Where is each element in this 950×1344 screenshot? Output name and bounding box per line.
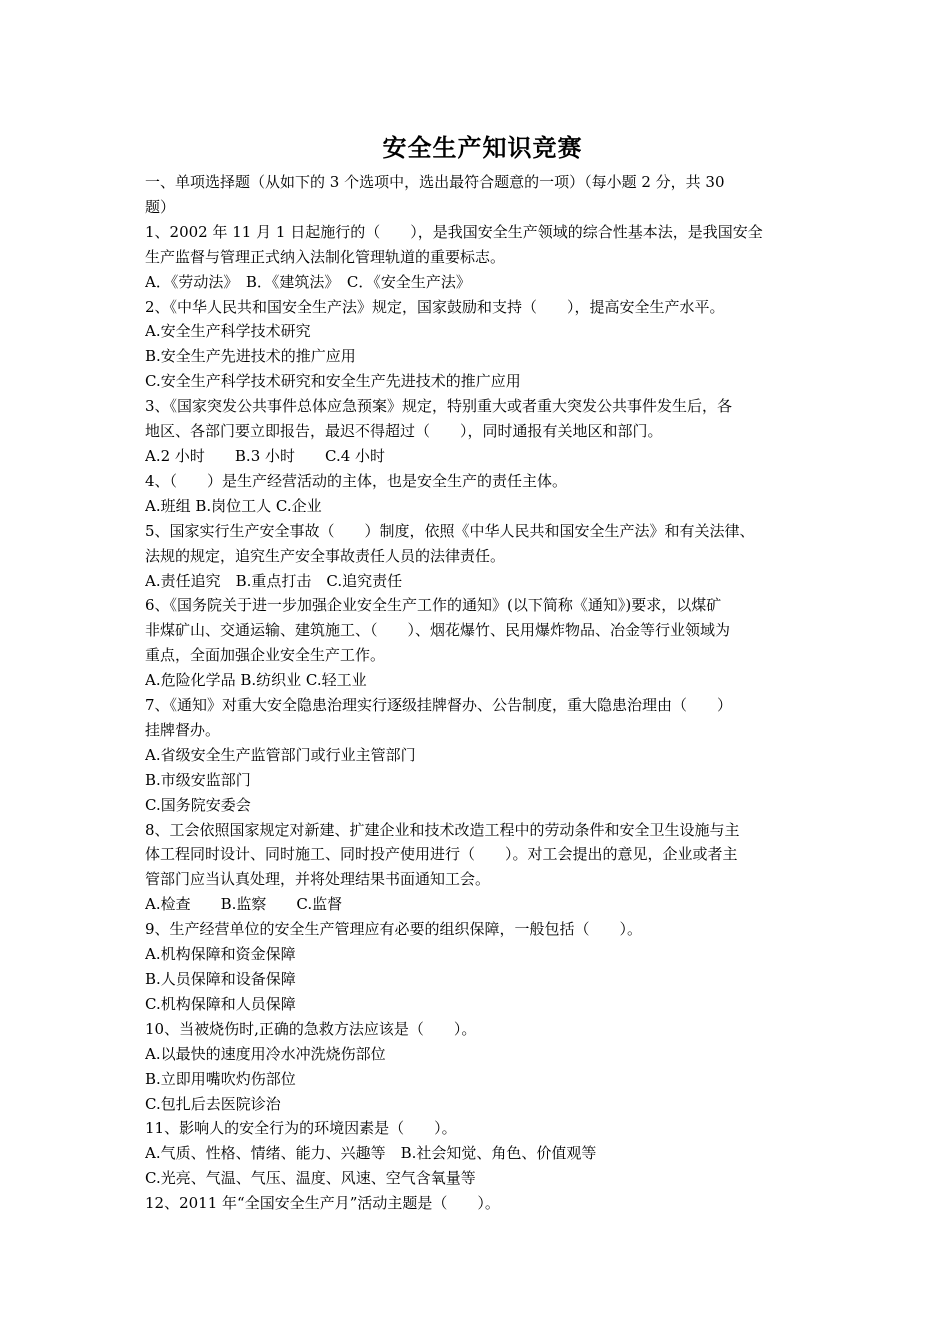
text-line: 7、《通知》对重大安全隐患治理实行逐级挂牌督办、公告制度，重大隐患治理由（ ） — [145, 696, 733, 715]
text-line: C.安全生产科学技术研究和安全生产先进技术的推广应用 — [145, 372, 521, 391]
text-line: A.以最快的速度用冷水冲洗烧伤部位 — [145, 1044, 386, 1063]
text-line: 生产监督与管理正式纳入法制化管理轨道的重要标志。 — [145, 247, 506, 266]
page-title: 安全生产知识竞赛 — [382, 133, 583, 162]
text-line: B.安全生产先进技术的推广应用 — [145, 347, 356, 366]
text-line: C.国务院安委会 — [145, 795, 251, 814]
text-line: 非煤矿山、交通运输、建筑施工、（ ）、烟花爆竹、民用爆炸物品、冶金等行业领域为 — [145, 621, 731, 640]
text-line: C.光亮、气温、气压、温度、风速、空气含氧量等 — [145, 1169, 476, 1188]
text-line: B.立即用嘴吹灼伤部位 — [145, 1069, 296, 1088]
text-line: C.机构保障和人员保障 — [145, 994, 296, 1013]
text-line: A.省级安全生产监管部门或行业主管部门 — [145, 745, 416, 764]
text-line: 法规的规定，追究生产安全事故责任人员的法律责任。 — [145, 546, 506, 565]
text-line: 1、2002 年 11 月 1 日起施行的（ ），是我国安全生产领域的综合性基本法，是我国安全 — [145, 222, 763, 241]
text-line: B.人员保障和设备保障 — [145, 970, 296, 988]
text-line: 4、（ ）是生产经营活动的主体，也是安全生产的责任主体。 — [145, 471, 568, 490]
document-body — [145, 170, 820, 1216]
text-line: 6、《国务院关于进一步加强企业安全生产工作的通知》(以下简称《通知》)要求，以煤矿 — [145, 596, 722, 615]
text-line: 管部门应当认真处理，并将处理结果书面通知工会。 — [145, 870, 491, 889]
text-line: 体工程同时设计、同时施工、同时投产使用进行（ ）。对工会提出的意见，企业或者主 — [145, 845, 738, 864]
text-line: 重点，全面加强企业安全生产工作。 — [145, 646, 386, 665]
text-line: A.危险化学品 B.纺织业 C.轻工业 — [145, 671, 367, 690]
text-line: 题） — [145, 197, 176, 216]
text-line: A.2 小时 B.3 小时 C.4 小时 — [145, 446, 386, 465]
text-line: A．《劳动法》 B．《建筑法》 C．《安全生产法》 — [145, 272, 471, 291]
text-line: A.检查 B.监察 C.监督 — [145, 895, 343, 914]
text-line: 10、当被烧伤时,正确的急救方法应该是（ ）。 — [145, 1019, 477, 1038]
text-line: A.责任追究 B.重点打击 C.追究责任 — [145, 571, 403, 590]
text-line: A.班组 B.岗位工人 C.企业 — [145, 496, 322, 515]
text-line: 5、国家实行生产安全事故（ ）制度，依照《中华人民共和国安全生产法》和有关法律、 — [145, 521, 755, 540]
text-line: 2、《中华人民共和国安全生产法》规定，国家鼓励和支持（ ），提高安全生产水平。 — [145, 297, 725, 316]
text-line: 3、《国家突发公共事件总体应急预案》规定，特别重大或者重大突发公共事件发生后，各 — [145, 397, 733, 416]
text-line: 11、影响人的安全行为的环境因素是（ ）。 — [145, 1119, 457, 1138]
text-line: C.包扎后去医院诊治 — [145, 1094, 281, 1113]
text-line: 挂牌督办。 — [145, 720, 221, 739]
text-line: 地区、各部门要立即报告，最迟不得超过（ ），同时通报有关地区和部门。 — [145, 422, 663, 441]
text-line: A.机构保障和资金保障 — [145, 945, 296, 964]
text-line: 9、生产经营单位的安全生产管理应有必要的组织保障，一般包括（ ）。 — [145, 920, 643, 939]
text-line: 一、单项选择题（从如下的 3 个选项中，选出最符合题意的一项）（每小题 2 分，共 30 — [145, 173, 725, 191]
text-line: A.安全生产科学技术研究 — [145, 322, 311, 341]
text-line: B.市级安监部门 — [145, 770, 251, 789]
text-line: 8、工会依照国家规定对新建、扩建企业和技术改造工程中的劳动条件和安全卫生设施与主 — [145, 820, 740, 839]
text-line: A.气质、性格、情绪、能力、兴趣等 B.社会知觉、角色、价值观等 — [145, 1144, 597, 1163]
text-line: 12、2011 年“全国安全生产月”活动主题是（ ）。 — [145, 1194, 500, 1213]
